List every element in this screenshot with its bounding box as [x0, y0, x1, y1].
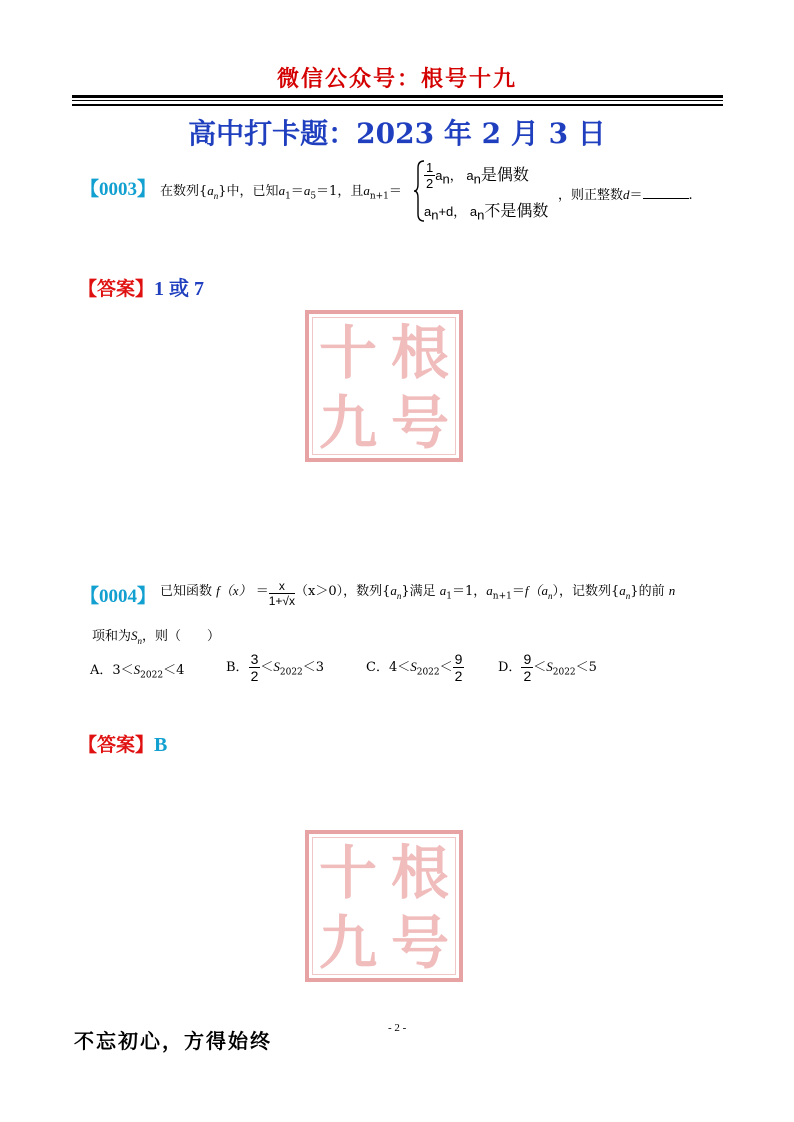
option-d[interactable]: D． $\frac{9}{2}$ $<S_{2022}<5$	[498, 651, 597, 684]
option-b[interactable]: B． $\frac{3}{2}$ $<S_{2022}<3$	[226, 651, 325, 684]
footer-motto: 不忘初心，方得始终	[74, 1029, 272, 1053]
question-stem: 已知函数 f（x） ＝ $\frac{x}{1+√x}$ （x＞0），数列$\{a_n\}$满足 $a_1=1$，$a_{n+1}=f(a_n)$，记数列$\{a_n\}$的前 n	[160, 579, 676, 608]
question-0004	[80, 575, 730, 685]
answer-0003	[78, 272, 204, 301]
question-tail: ，则正整数d＝ .	[558, 187, 693, 203]
page-number: - 2 -	[388, 1022, 407, 1034]
answer-value: 1 或 7	[154, 278, 205, 300]
answer-value: B	[154, 734, 168, 756]
question-number: 【0004】	[80, 586, 157, 607]
seal-char: 号	[390, 389, 449, 457]
piecewise-case-odd: $a_n+d$， $a_n$不是偶数	[424, 203, 549, 223]
question-stem-line2: 项和为$S_n$，则（ ）	[92, 628, 221, 646]
question-stem: 在数列$\{a_n\}$中，已知$a_1=a_5=1$，且$a_{n+1}=$	[160, 183, 402, 202]
document-title: 高中打卡题：2023 年 2 月 3 日	[188, 117, 606, 150]
seal-stamp	[305, 310, 463, 462]
option-a[interactable]: A．$3<S_{2022}<4$	[90, 662, 185, 681]
header-rule-thin	[72, 100, 723, 101]
seal-char: 号	[390, 909, 449, 977]
header-rule-bottom	[72, 104, 723, 106]
wechat-account-header: 微信公众号：根号十九	[276, 66, 517, 92]
sqrt-radical: √x	[282, 594, 295, 608]
seal-char: 根	[390, 319, 449, 387]
answer-0004	[78, 730, 167, 757]
answer-label: 【答案】	[78, 278, 155, 300]
header-rule-thick	[72, 95, 723, 98]
answer-label: 【答案】	[78, 734, 155, 756]
option-c[interactable]: C．$4<S_{2022}<$ $\frac{9}{2}$	[366, 651, 463, 684]
seal-char: 十	[318, 839, 377, 907]
seal-char: 九	[318, 909, 377, 977]
seal-char: 十	[318, 319, 377, 387]
answer-blank	[643, 186, 689, 199]
question-number: 【0003】	[80, 179, 157, 200]
seal-stamp	[305, 830, 463, 982]
seal-char: 根	[390, 839, 449, 907]
piecewise-case-even: $\frac{1}{2}$ $a_n$， $a_n$是偶数	[426, 160, 529, 191]
question-0003	[80, 160, 740, 226]
seal-char: 九	[318, 389, 377, 457]
